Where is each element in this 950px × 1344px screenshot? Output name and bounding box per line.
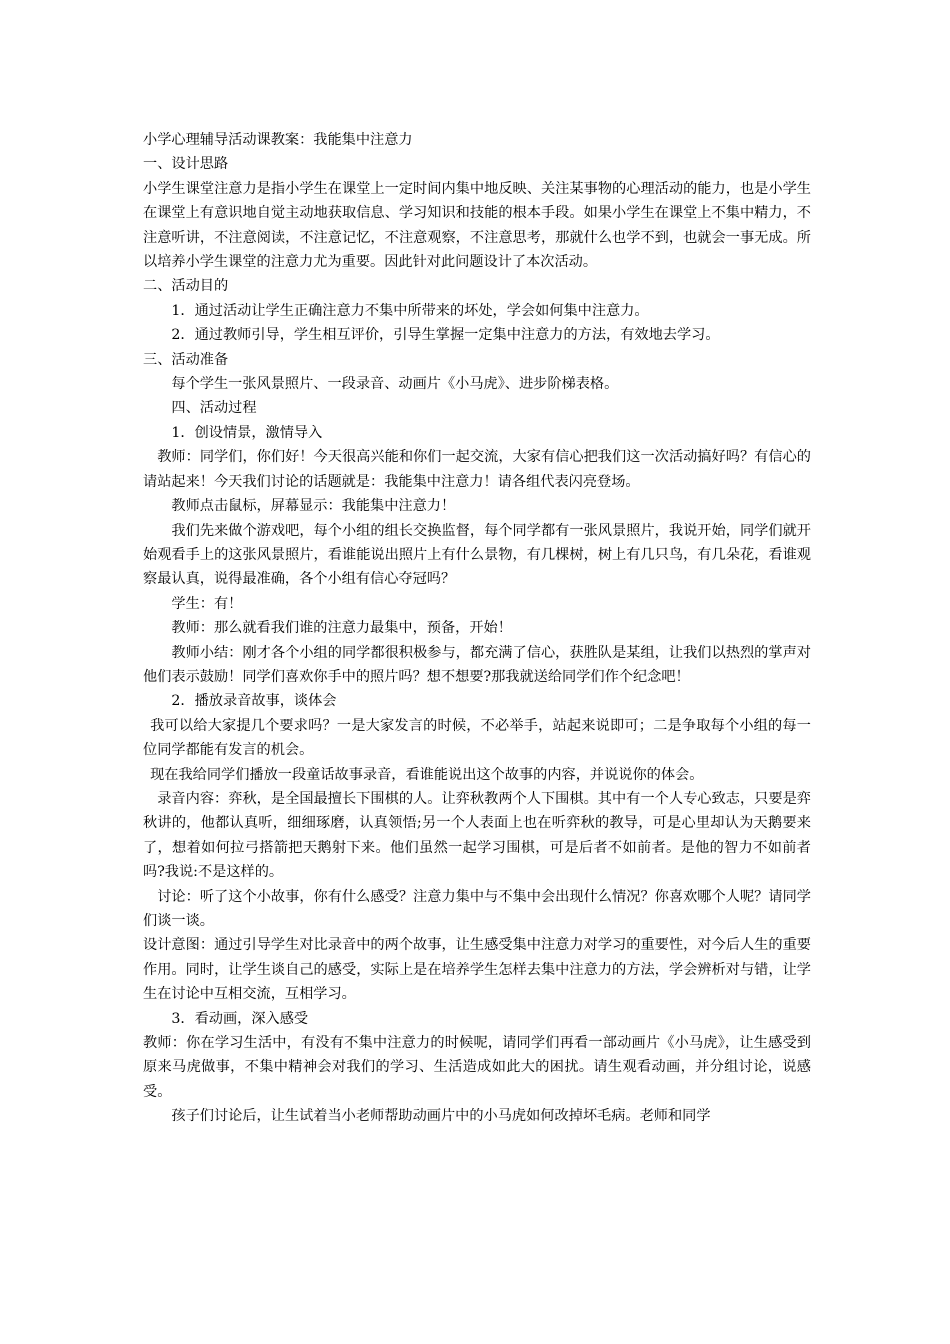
- paragraph: 设计意图：通过引导学生对比录音中的两个故事，让生感受集中注意力对学习的重要性，对今后人生的重要作用。同时，让学生谈自己的感受，实际上是在培养学生怎样去集中注意力的方法，学会辨析对与错，让学生在讨论中互相交流，互相学习。: [143, 937, 811, 1003]
- paragraph: 教师点击鼠标，屏幕显示：我能集中注意力！: [171, 498, 456, 515]
- paragraph: 教师小结：刚才各个小组的同学都很积极参与，都充满了信心，获胜队是某组，让我们以热烈的掌声对他们表示鼓励！同学们喜欢你手中的照片吗？想不想要?那我就送给同学们作个纪念吧！: [143, 644, 811, 685]
- document-title: 小学心理辅导活动课教案：我能集中注意力: [143, 132, 413, 148]
- paragraph: 讨论：听了这个小故事，你有什么感受？注意力集中与不集中会出现什么情况？你喜欢哪个人呢？请同学们谈一谈。: [143, 888, 811, 929]
- paragraph: 我可以给大家提几个要求吗？一是大家发言的时候，不必举手，站起来说即可；二是争取每个小组的每一位同学都能有发言的机会。: [143, 717, 811, 759]
- paragraph: 教师：你在学习生活中，有没有不集中注意力的时候呢，请同学们再看一部动画片《小马虎》，让生感受到原来马虎做事，不集中精神会对我们的学习、生活造成如此大的困扰。请生观看动画，并分组讨论，说感受。: [143, 1035, 811, 1100]
- paragraph: 二、活动目的: [143, 278, 229, 295]
- paragraph: 学生：有！: [171, 595, 243, 612]
- paragraph: 1．通过活动让学生正确注意力不集中所带来的坏处，学会如何集中注意力。: [171, 302, 649, 319]
- paragraph: 三、活动准备: [143, 351, 229, 368]
- paragraph: 2．通过教师引导，学生相互评价，引导生掌握一定集中注意力的方法，有效地去学习。: [171, 327, 720, 344]
- paragraph: 3．看动画，深入感受: [171, 1010, 309, 1027]
- paragraph: 2．播放录音故事，谈体会: [171, 693, 337, 710]
- paragraph: 四、活动过程: [171, 400, 257, 417]
- paragraph: 现在我给同学们播放一段童话故事录音，看谁能说出这个故事的内容，并说说你的体会。: [150, 766, 704, 783]
- paragraph: 每个学生一张风景照片、一段录音、动画片《小马虎》、进步阶梯表格。: [171, 376, 619, 393]
- paragraph: 我们先来做个游戏吧，每个小组的组长交换监督，每个同学都有一张风景照片，我说开始，同学们就开始观看手上的这张风景照片，看谁能说出照片上有什么景物，有几棵树，树上有几只鸟，有几朵花，看谁观察最认真，说得最准确，各个小组有信心夺冠吗？: [143, 522, 811, 588]
- paragraph: 一、设计思路: [143, 156, 229, 173]
- document-body: [143, 152, 811, 1128]
- paragraph: 教师：同学们，你们好！今天很高兴能和你们一起交流，大家有信心把我们这一次活动搞好吗？有信心的请站起来！今天我们讨论的话题就是：我能集中注意力！请各组代表闪亮登场。: [143, 449, 811, 490]
- document-page: [143, 128, 811, 1129]
- paragraph: 孩子们讨论后，让生试着当小老师帮助动画片中的小马虎如何改掉坏毛病。老师和同学: [171, 1108, 711, 1125]
- paragraph: 教师：那么就看我们谁的注意力最集中，预备，开始！: [171, 620, 512, 637]
- paragraph: 小学生课堂注意力是指小学生在课堂上一定时间内集中地反映、关注某事物的心理活动的能力，也是小学生在课堂上有意识地自觉主动地获取信息、学习知识和技能的根本手段。如果小学生在课堂上不集中精力，不注意听讲，不注意阅读，不注意记忆，不注意观察，不注意思考，那就什么也学不到，也就会一事无成。所以培养小学生课堂的注意力尤为重要。因此针对此问题设计了本次活动。: [143, 180, 811, 271]
- paragraph: 1．创设情景，激情导入: [171, 424, 323, 441]
- paragraph: 录音内容：弈秋，是全国最擅长下围棋的人。让弈秋教两个人下围棋。其中有一个人专心致志，只要是弈秋讲的，他都认真听，细细琢磨，认真领悟;另一个人表面上也在听弈秋的教导，可是心里却认为天鹅要来了，想着如何拉弓搭箭把天鹅射下来。他们虽然一起学习围棋，可是后者不如前者。是他的智力不如前者吗?我说:不是这样的。: [143, 790, 811, 881]
